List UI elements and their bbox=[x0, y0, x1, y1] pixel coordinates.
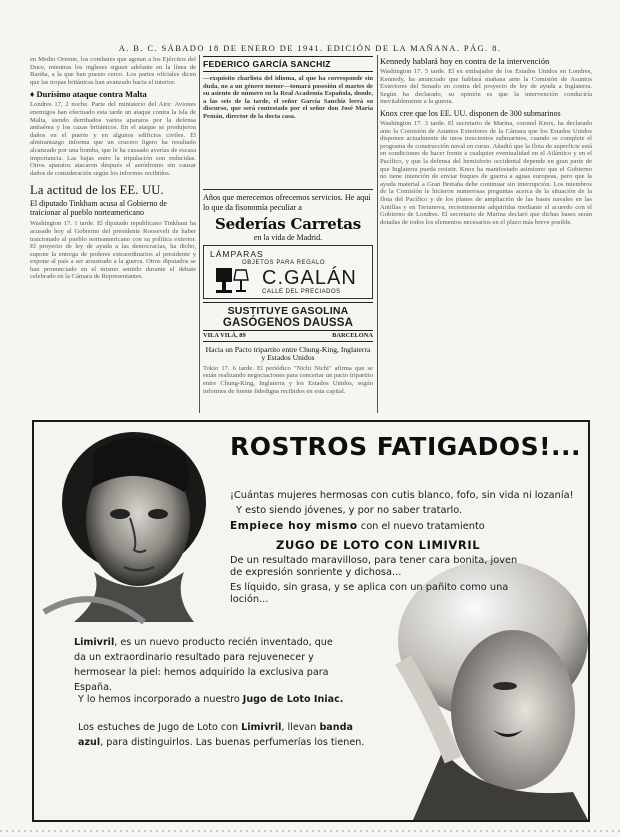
galan-objetos-label: OBJETOS PARA REGALO bbox=[242, 260, 326, 266]
ad-line-5: De un resultado maravilloso, para tener cara bonita, joven de expresión sonriente y dichosa... bbox=[230, 555, 518, 578]
ad-body-2 bbox=[78, 694, 343, 705]
gaso-line2: GASÓGENOS DAUSSA bbox=[222, 317, 354, 329]
gaso-street: VILA VILÁ, 89 bbox=[203, 332, 246, 339]
article-text: Londres 17, 2 noche. Parte del ministerio del Aire: Aviones enemigos han efectuado esta tarde un ataque contra la isla de Malta, siendo derribados varios aparatos por la defensa antiaérea y los cazas británicos. En el ataque se produjeron daños en el puerto y en algunos edificios civiles. El almirantazgo informa que un crucero ligero ha resultado alcanzado por una bomba, que le ha causado averías de escasa importancia. Las bajas entre la tripulación son reducidas. Otros aparatos atacaron después el aeródromo sin causar daños de consideración según los informes recibidos. bbox=[30, 101, 196, 177]
divider bbox=[203, 189, 373, 190]
article-text: Tokio 17. 6 tarde. El periódico "Nichi Nichi" afirma que se están realizando negociaciones para concertar un pacto tripartito entre Chung-King, Inglaterra y los Estados Unidos, según informes de fuente fidedigna recibidos en esta capital. bbox=[203, 364, 373, 395]
article-text: Washington 17. 1 tarde. El diputado republicano Tinkham ha acusado hoy al Gobierno del presidente Roosevelt de haber traicionado al pueblo norteamericano con su política exterior. El proyecto de ley de ayuda a las democracias, ha dicho, supone la entrega de poderes extraordinarios al presidente y expone al país a ser arrastrado a la guerra. Otros diputados se han pronunciado en el mismo sentido durante el debate celebrado en la Cámara de Representantes. bbox=[30, 220, 196, 281]
ad-body-3-e: , para distinguirlos. Las buenas perfumerías los tienen. bbox=[100, 737, 365, 748]
ad-body-2-text: Y lo hemos incorporado a nuestro bbox=[78, 694, 243, 705]
ad-gasogenos-daussa bbox=[203, 302, 373, 331]
ad-product-name: ZUGO DE LOTO CON LIMIVRIL bbox=[276, 538, 481, 552]
ad-line-6: Es líquido, sin grasa, y se aplica con un pañito como una loción... bbox=[230, 582, 509, 605]
article-text: —exquisito charlista del idioma, al que ha corresponde sin duda, no a un género menor—tomará posesión el martes de su asiento de número en la Real Academia Española, donde, a las seis de la tarde, el señor García Sanchiz leerá su discurso, que será contestado por el señor don José María Pemán, director de la docta casa. bbox=[203, 75, 373, 120]
ad-body-3-b: Limivril bbox=[241, 722, 282, 733]
headline-malta: ♦ Durísimo ataque contra Malta bbox=[30, 89, 147, 100]
galan-name: C.GALÁN bbox=[262, 267, 357, 289]
gaso-city: BARCELONA bbox=[332, 332, 373, 339]
ad-galan-lamparas bbox=[203, 245, 373, 299]
ad-sederias-carretas: Sederías Carretas bbox=[214, 215, 362, 233]
headline-kennedy: Kennedy hablará hoy en contra de la intervención bbox=[380, 56, 550, 66]
ad-body-3 bbox=[78, 720, 378, 750]
ad-body-3-c: , llevan bbox=[281, 722, 320, 733]
gaso-line1: SUSTITUYE GASOLINA bbox=[227, 305, 349, 317]
deck-tinkham: El diputado Tinkham acusa al Gobierno de traicionar al pueblo norteamericano bbox=[30, 199, 167, 218]
bottom-border-dots bbox=[0, 828, 620, 834]
ad-body-3-a: Los estuches de Jugo de Loto con bbox=[78, 722, 242, 733]
ad-body-1 bbox=[74, 635, 344, 695]
byline-garcia-sanchiz: FEDERICO GARCÍA SANCHIZ bbox=[203, 56, 373, 72]
gaso-address bbox=[203, 332, 373, 342]
ad-emphasis: Empiece hoy mismo bbox=[230, 520, 358, 532]
headline-eeuu: La actitud de los EE. UU. bbox=[30, 183, 164, 198]
column-left bbox=[30, 56, 196, 414]
lamp-icon bbox=[212, 266, 254, 294]
column-middle bbox=[203, 56, 373, 414]
column-rule bbox=[199, 55, 200, 413]
ad-intro-text: Años que merecemos ofrecemos servicios. He aquí lo que da fisonomía peculiar a bbox=[203, 193, 371, 212]
advertisement-zugo-de-loto bbox=[32, 420, 590, 822]
ad-brand-jugo: Jugo de Loto Iniac. bbox=[242, 694, 344, 705]
portrait-tired-woman-image bbox=[34, 422, 239, 630]
running-head: A. B. C. SÁBADO 18 DE ENERO DE 1941. EDICIÓN DE LA MAÑANA. PÁG. 8. bbox=[118, 43, 502, 53]
article-text: Washington 17. 3 tarde. El secretario de Marina, coronel Knox, ha declarado ante la Comisión de Asuntos Exteriores de la Cámara que los Estados Unidos disponen actualmente de unos trescientos submarinos, cuando se complete el programa de construcción naval en curso. Añadió que la flota de superficie está en condiciones de hacer frente a cualquier eventualidad en el Atlántico y en el Pacífico, y que la defensa del hemisferio occidental depende en gran parte de que Inglaterra pueda resistir. Knox ha manifestado asimismo que el Gobierno no tiene intención de enviar buques de guerra a aguas europeas, pero que la ayuda material a Gran Bretaña debe continuar sin interrupción. Los miembros de la Comisión le hicieron numerosas preguntas acerca de la situación de la flota del Pacífico y de los planes de ampliación de las bases navales en las Antillas y en Terranova, recientemente adquiridas mediante el acuerdo con el Gobierno de Londres. El secretario de Marina declaró que dichas bases serán dotadas de todos los elementos necesarios en el plazo más breve posible. bbox=[380, 119, 592, 226]
column-rule bbox=[377, 55, 378, 413]
article-text: en Medio Oriente, los combates que agotan a los Ejércitos del Duce, mientras los ingleses siguen adelante en la línea de Bardia, a la que han puesto cerco. Los partes oficiales dicen que las tropas británicas han avanzado hacia el interior. bbox=[30, 56, 196, 86]
ad-line-3-rest: con el nuevo tratamiento bbox=[357, 521, 485, 532]
ad-line-2: Y esto siendo jóvenes, y por no saber tratarlo. bbox=[236, 505, 463, 516]
column-right bbox=[380, 56, 592, 414]
galan-lamparas-label: LÁMPARAS bbox=[210, 249, 264, 259]
ad-line-3 bbox=[230, 520, 485, 532]
article-text: Washington 17. 5 tarde. El ex embajador de los Estados Unidos en Londres, Kennedy, ha anunciado que hablará mañana ante la Comisión de Asuntos Exteriores del Senado en contra del proyecto de ley de ayuda a Inglaterra. Según ha declarado, su opinión es que la intervención conduciría inevitablemente a la guerra. bbox=[380, 68, 592, 106]
headline-knox: Knox cree que los EE. UU. disponen de 300 submarinos bbox=[380, 108, 561, 118]
ad-brand-limivril: Limivril bbox=[74, 637, 115, 648]
ad-body-3-d: banda azul bbox=[78, 722, 353, 748]
ad-line-1: ¡Cuántas mujeres hermosas con cutis blanco, fofo, sin vida ni lozanía! bbox=[230, 490, 574, 501]
ad-sederias-subtitle: en la vida de Madrid. bbox=[253, 233, 323, 242]
galan-address: CALLE DEL PRECIADOS bbox=[262, 289, 341, 295]
ad-headline: ROSTROS FATIGADOS!... bbox=[230, 432, 582, 461]
headline-pacto-tripartito: Hacia un Pacto tripartito entre Chung-King, Inglaterra y Estados Unidos bbox=[205, 345, 371, 363]
ad-body-1-text: , es un nuevo producto recién inventado, que da un extraordinario resultado para rejuvenecer y hermosear la piel: hemos adquirido la exclusiva para España. bbox=[74, 637, 333, 693]
